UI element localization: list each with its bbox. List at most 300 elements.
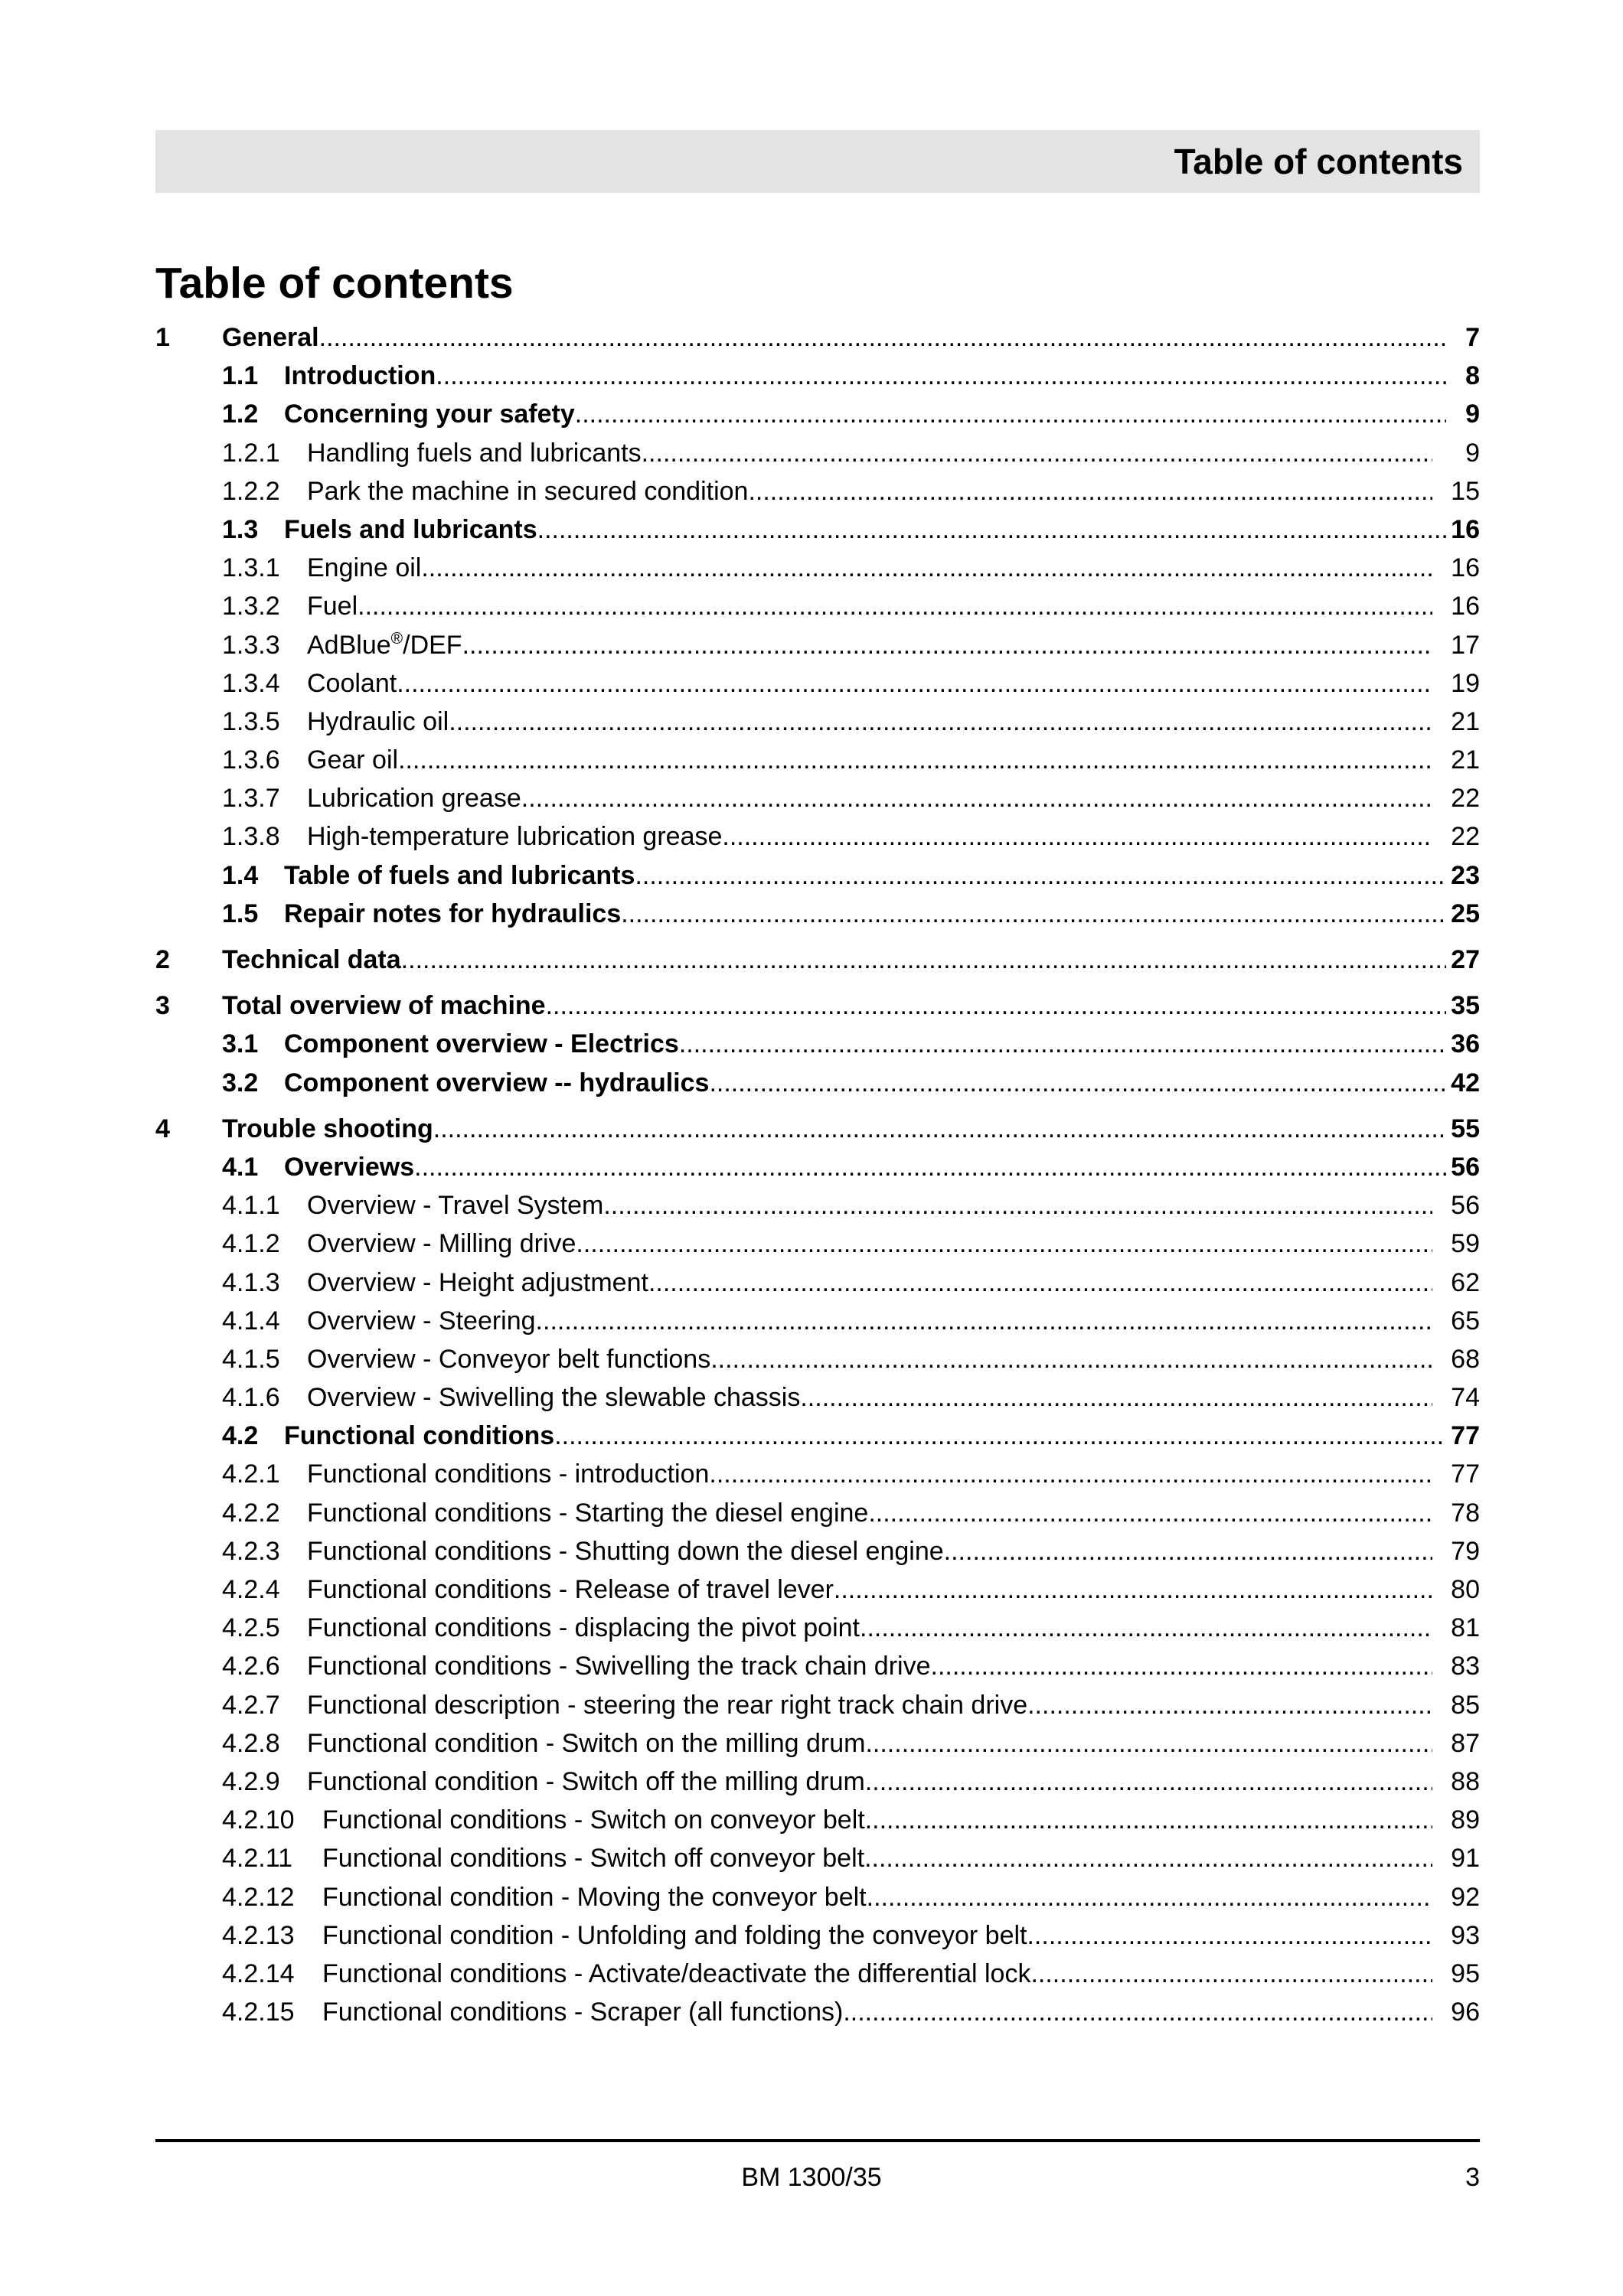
- toc-entry-page-number: 35: [1451, 991, 1480, 1021]
- toc-entry[interactable]: [155, 1455, 1480, 1493]
- toc-entry[interactable]: [155, 1878, 1480, 1916]
- toc-entry-title: [307, 1494, 868, 1532]
- toc-entry[interactable]: [155, 318, 1480, 357]
- toc-entry-title: [307, 1647, 931, 1685]
- toc-entry-page-number: 88: [1451, 1766, 1480, 1796]
- toc-entry-title: [322, 1801, 865, 1839]
- toc-entry-page-number: 77: [1451, 1421, 1480, 1451]
- toc-entry-page-number: 21: [1451, 706, 1480, 736]
- toc-entry-title: [307, 1225, 576, 1263]
- toc-entry-title: [307, 741, 398, 779]
- toc-entry-number: 1.3.5: [222, 706, 280, 736]
- footer-rule: [155, 2139, 1480, 2142]
- toc-dot-leader: [521, 779, 1432, 817]
- toc-entry[interactable]: [155, 664, 1480, 703]
- toc-entry-page-number: 89: [1451, 1805, 1480, 1835]
- toc-dot-leader: [603, 1186, 1432, 1225]
- toc-entry-title: [322, 1955, 1030, 1993]
- toc-entry-page-number: 79: [1451, 1536, 1480, 1566]
- toc-entry-title: [307, 1186, 603, 1225]
- toc-dot-leader: [576, 1225, 1432, 1263]
- toc-entry-title-line: [307, 1763, 1432, 1801]
- toc-entry-page-number: 56: [1451, 1191, 1480, 1221]
- toc-entry-page-number: 23: [1451, 860, 1480, 890]
- toc-entry-title-text: Fuels and lubricants: [284, 514, 537, 544]
- toc-dot-leader: [865, 1763, 1432, 1801]
- toc-entry-page-number: 16: [1451, 514, 1480, 544]
- toc-entry-title-line: [307, 1570, 1432, 1609]
- toc-entry[interactable]: [155, 1916, 1480, 1955]
- toc-entry-title-text: Hydraulic oil: [307, 706, 449, 736]
- toc-entry-title: [307, 434, 642, 472]
- toc-dot-leader: [800, 1378, 1432, 1417]
- toc-entry-title-text: Functional conditions - Scraper (all functions): [322, 1998, 844, 2027]
- toc-entry-number: 4.2.2: [222, 1498, 280, 1528]
- toc-dot-leader: [414, 1148, 1446, 1186]
- toc-dot-leader: [709, 1455, 1432, 1493]
- toc-entry[interactable]: [155, 987, 1480, 1025]
- toc-entry-page-number: 95: [1451, 1958, 1480, 1988]
- toc-entry-page-number: 42: [1451, 1068, 1480, 1097]
- toc-entry[interactable]: [155, 434, 1480, 472]
- toc-entry[interactable]: [155, 1225, 1480, 1263]
- toc-entry-page-number: 16: [1451, 592, 1480, 621]
- toc-entry-title-text: AdBlue: [307, 630, 391, 660]
- toc-entry[interactable]: [155, 1494, 1480, 1532]
- toc-entry-page-number: 27: [1451, 945, 1480, 974]
- toc-entry[interactable]: [155, 1801, 1480, 1839]
- toc-entry-number: 4.2.5: [222, 1613, 280, 1643]
- toc-entry[interactable]: [155, 626, 1480, 664]
- toc-entry-title-text: Functional conditions - Starting the diesel engine: [307, 1498, 869, 1528]
- toc-entry-number: 3.2: [222, 1068, 259, 1097]
- toc-entry-title: [307, 549, 421, 587]
- toc-dot-leader: [433, 1110, 1446, 1148]
- page-title: Table of contents: [155, 259, 514, 308]
- toc-entry-title-text: Functional condition - Moving the conveyor belt: [322, 1882, 867, 1912]
- toc-entry-title: [284, 1148, 414, 1186]
- toc-dot-leader: [319, 318, 1446, 357]
- toc-entry[interactable]: [155, 1417, 1480, 1455]
- toc-entry[interactable]: [155, 1148, 1480, 1186]
- toc-dot-leader: [834, 1570, 1432, 1609]
- toc-entry-title-line: [284, 510, 1446, 549]
- toc-entry-title: [307, 587, 358, 625]
- toc-entry-title: [307, 1570, 834, 1609]
- toc-dot-leader: [865, 1801, 1432, 1839]
- toc-entry-number: 4.2.3: [222, 1536, 280, 1566]
- toc-entry-title-text: Functional condition - Switch off the milling drum: [307, 1766, 865, 1796]
- toc-entry-title-text: Overview - Swivelling the slewable chassis: [307, 1383, 801, 1413]
- toc-dot-leader: [864, 1839, 1432, 1877]
- header-title: Table of contents: [1174, 142, 1463, 181]
- toc-entry-title-line: [284, 1148, 1446, 1186]
- toc-entry-number: 1.3.2: [222, 592, 280, 621]
- toc-entry-number: 4: [155, 1114, 170, 1143]
- toc-entry-number: 1.2: [222, 400, 259, 429]
- toc-dot-leader: [421, 549, 1432, 587]
- toc-dot-leader: [931, 1647, 1432, 1685]
- toc-entry-title: [284, 856, 635, 895]
- toc-entry-title-line: [307, 1686, 1432, 1724]
- toc-dot-leader: [449, 703, 1432, 741]
- toc-entry-title: [322, 1916, 1027, 1955]
- toc-entry-title: [222, 1110, 433, 1148]
- toc-entry-title: [307, 472, 748, 510]
- toc-entry-number: 4.1.1: [222, 1191, 280, 1221]
- toc-entry-title-text: Component overview - Electrics: [284, 1029, 679, 1059]
- toc-dot-leader: [679, 1025, 1446, 1063]
- toc-entry-title-text: Functional conditions - Swivelling the track chain drive: [307, 1652, 931, 1681]
- toc-entry-page-number: 21: [1451, 745, 1480, 775]
- toc-entry-title-text: Overview - Milling drive: [307, 1229, 576, 1259]
- toc-entry-title-text: Repair notes for hydraulics: [284, 899, 622, 928]
- toc-entry-title-line: [284, 1025, 1446, 1063]
- toc-entry-title: [307, 1532, 944, 1570]
- toc-dot-leader: [642, 434, 1432, 472]
- toc-dot-leader: [843, 1993, 1432, 2031]
- toc-entry[interactable]: [155, 1955, 1480, 1993]
- toc-entry-title-line: [307, 703, 1432, 741]
- toc-entry-title-line: [307, 1724, 1432, 1763]
- toc-entry-title: [307, 1455, 709, 1493]
- toc-entry[interactable]: [155, 1110, 1480, 1148]
- toc-entry-title: [307, 1302, 536, 1340]
- toc-entry-title: [322, 1839, 864, 1877]
- toc-entry-page-number: 74: [1451, 1383, 1480, 1413]
- toc-dot-leader: [868, 1494, 1432, 1532]
- toc-entry-title: [307, 1264, 648, 1302]
- toc-entry-title: [307, 779, 521, 817]
- toc-entry-title: [307, 1763, 865, 1801]
- toc-entry-page-number: 92: [1451, 1882, 1480, 1912]
- toc-entry-title: [284, 1025, 679, 1063]
- toc-entry-page-number: 56: [1451, 1152, 1480, 1182]
- footer-page-number: 3: [1465, 2163, 1480, 2192]
- toc-entry-title-line: [307, 434, 1432, 472]
- toc-dot-leader: [436, 357, 1446, 395]
- toc-entry-page-number: 59: [1451, 1229, 1480, 1259]
- toc-entry-title: [284, 1064, 709, 1102]
- toc-entry-title-line: [284, 1064, 1446, 1102]
- toc-entry-page-number: 65: [1451, 1306, 1480, 1336]
- toc-entry-number: 1.3.6: [222, 745, 280, 775]
- toc-dot-leader: [865, 1724, 1432, 1763]
- toc-entry-title-line: [284, 856, 1446, 895]
- toc-entry[interactable]: [155, 1302, 1480, 1340]
- toc-entry-title-text: Concerning your safety: [284, 400, 575, 429]
- toc-entry-title-line: [322, 1878, 1432, 1916]
- toc-entry-number: 1.3.7: [222, 784, 280, 814]
- toc-entry[interactable]: [155, 1025, 1480, 1063]
- toc-dot-leader: [1030, 1955, 1432, 1993]
- toc-entry-title: [284, 1417, 554, 1455]
- toc-entry-number: 1.3.8: [222, 822, 280, 852]
- toc-entry-title-line: [307, 1494, 1432, 1532]
- toc-entry-title-line: [307, 664, 1432, 703]
- toc-entry-title-line: [222, 318, 1446, 357]
- toc-entry-number: 1.1: [222, 361, 259, 391]
- toc-entry-title: [307, 1378, 800, 1417]
- toc-dot-leader: [397, 664, 1432, 703]
- toc-entry-number: 4.2.7: [222, 1690, 280, 1720]
- toc-entry-number: 4.2: [222, 1421, 259, 1451]
- toc-entry-title-text: Handling fuels and lubricants: [307, 438, 642, 468]
- toc-entry-title-line: [307, 1378, 1432, 1417]
- toc-entry-page-number: 17: [1451, 630, 1480, 660]
- toc-entry[interactable]: [155, 856, 1480, 895]
- toc-entry-number: 2: [155, 945, 170, 974]
- toc-entry[interactable]: [155, 1532, 1480, 1570]
- toc-entry-title-text: Coolant: [307, 668, 397, 698]
- toc-entry-title-text: Functional conditions - Switch off conveyor belt: [322, 1844, 865, 1874]
- toc-entry-number: 4.2.13: [222, 1920, 295, 1950]
- toc-entry-title-line: [307, 549, 1432, 587]
- toc-entry-page-number: 96: [1451, 1998, 1480, 2027]
- toc-entry-page-number: 91: [1451, 1844, 1480, 1874]
- toc-dot-leader: [358, 587, 1432, 625]
- toc-entry-title-line: [322, 1839, 1432, 1877]
- toc-entry-title-text: Table of fuels and lubricants: [284, 860, 635, 890]
- toc-entry-page-number: 19: [1451, 668, 1480, 698]
- toc-entry-title-line: [322, 1801, 1432, 1839]
- toc-entry[interactable]: [155, 1647, 1480, 1685]
- toc-entry-title-line: [284, 395, 1446, 433]
- toc-dot-leader: [575, 395, 1446, 433]
- toc-entry[interactable]: [155, 510, 1480, 549]
- toc-entry-number: 4.2.9: [222, 1766, 280, 1796]
- toc-entry-page-number: 77: [1451, 1459, 1480, 1489]
- toc-entry-number: 4.2.6: [222, 1652, 280, 1681]
- toc-entry[interactable]: [155, 779, 1480, 817]
- table-of-contents: [155, 318, 1480, 2031]
- toc-entry-title-text: Lubrication grease: [307, 784, 521, 814]
- toc-entry-title-text: Park the machine in secured condition: [307, 476, 749, 506]
- page-header-bar: [155, 130, 1480, 193]
- toc-dot-leader: [1027, 1686, 1432, 1724]
- toc-entry[interactable]: [155, 472, 1480, 510]
- toc-entry-number: 3: [155, 991, 170, 1021]
- toc-entry-number: 1.3: [222, 514, 259, 544]
- toc-entry-number: 4.1.2: [222, 1229, 280, 1259]
- toc-entry-title-line: [284, 895, 1446, 933]
- toc-entry-title-line: [307, 1340, 1432, 1378]
- toc-entry-title-text: Functional conditions - Shutting down the diesel engine: [307, 1536, 944, 1566]
- toc-entry-title: [307, 664, 397, 703]
- toc-entry[interactable]: [155, 1839, 1480, 1877]
- toc-dot-leader: [635, 856, 1446, 895]
- toc-entry-title-line: [307, 1532, 1432, 1570]
- toc-entry-number: 1.3.1: [222, 553, 280, 583]
- toc-entry-page-number: 78: [1451, 1498, 1480, 1528]
- toc-dot-leader: [401, 941, 1446, 979]
- toc-entry[interactable]: [155, 1064, 1480, 1102]
- toc-entry-number: 1: [155, 323, 170, 352]
- toc-entry-number: 4.2.10: [222, 1805, 295, 1835]
- toc-entry-title: [307, 817, 722, 856]
- toc-entry-page-number: 16: [1451, 553, 1480, 583]
- toc-entry[interactable]: [155, 357, 1480, 395]
- registered-trademark-mark: ®: [390, 629, 403, 647]
- toc-entry-title: [322, 1878, 867, 1916]
- toc-entry-title: [222, 987, 546, 1025]
- toc-entry-title: [322, 1993, 843, 2031]
- toc-dot-leader: [709, 1064, 1446, 1102]
- toc-entry-page-number: 80: [1451, 1575, 1480, 1604]
- toc-entry-page-number: 9: [1465, 400, 1480, 429]
- toc-entry[interactable]: [155, 549, 1480, 587]
- toc-dot-leader: [710, 1340, 1432, 1378]
- toc-entry-page-number: 55: [1451, 1114, 1480, 1143]
- toc-entry[interactable]: [155, 741, 1480, 779]
- toc-entry-title-line: [222, 1110, 1446, 1148]
- toc-entry-title-text: Functional conditions - Release of travel lever: [307, 1575, 834, 1604]
- footer-document-id: BM 1300/35: [741, 2163, 882, 2192]
- toc-entry-title-line: [322, 1993, 1432, 2031]
- toc-entry-title-text: Engine oil: [307, 553, 422, 583]
- toc-entry-title: [222, 941, 401, 979]
- toc-entry-title-line: [322, 1916, 1432, 1955]
- toc-entry-number: 4.1: [222, 1152, 259, 1182]
- toc-dot-leader: [648, 1264, 1432, 1302]
- toc-dot-leader: [554, 1417, 1446, 1455]
- toc-entry-title-line: [322, 1955, 1432, 1993]
- toc-entry[interactable]: [155, 1570, 1480, 1609]
- toc-entry-number: 4.2.15: [222, 1998, 295, 2027]
- toc-entry-page-number: 22: [1451, 784, 1480, 814]
- toc-entry[interactable]: [155, 587, 1480, 625]
- toc-entry[interactable]: [155, 1686, 1480, 1724]
- toc-entry-number: 4.2.4: [222, 1575, 280, 1604]
- toc-entry-page-number: 85: [1451, 1690, 1480, 1720]
- toc-entry-title-text: Overviews: [284, 1152, 415, 1182]
- toc-entry-number: 4.2.8: [222, 1728, 280, 1758]
- toc-entry-title-text: Gear oil: [307, 745, 399, 775]
- toc-entry-title-line: [222, 987, 1446, 1025]
- toc-entry-title-line: [307, 779, 1432, 817]
- toc-entry-title-text: Functional conditions - Activate/deactivate the differential lock: [322, 1958, 1031, 1988]
- toc-entry-title: [307, 1609, 860, 1647]
- toc-entry-page-number: 68: [1451, 1344, 1480, 1374]
- toc-entry-number: 4.1.4: [222, 1306, 280, 1336]
- toc-entry-title-text: Functional conditions: [284, 1421, 555, 1451]
- toc-entry-page-number: 36: [1451, 1029, 1480, 1059]
- toc-entry-page-number: 22: [1451, 822, 1480, 852]
- toc-entry-page-number: 81: [1451, 1613, 1480, 1643]
- toc-entry-title-line: [307, 1647, 1432, 1685]
- toc-entry[interactable]: [155, 1993, 1480, 2031]
- toc-dot-leader: [546, 987, 1446, 1025]
- toc-entry[interactable]: [155, 1340, 1480, 1378]
- toc-entry-title-text: Functional conditions - introduction: [307, 1459, 710, 1489]
- toc-dot-leader: [1027, 1916, 1432, 1955]
- toc-entry-title-line: [307, 1455, 1432, 1493]
- toc-entry-number: 1.5: [222, 899, 259, 928]
- toc-entry-page-number: 8: [1465, 361, 1480, 391]
- toc-dot-leader: [537, 510, 1446, 549]
- toc-entry-title-line: [284, 1417, 1446, 1455]
- toc-entry-title-line: [222, 941, 1446, 979]
- toc-entry-number: 4.2.1: [222, 1459, 280, 1489]
- toc-entry-title: [284, 510, 537, 549]
- toc-entry-title-text: Functional description - steering the rear right track chain drive: [307, 1690, 1028, 1720]
- toc-entry-title-text: Fuel: [307, 592, 358, 621]
- toc-entry-title: [284, 357, 436, 395]
- toc-entry-title-line: [284, 357, 1446, 395]
- toc-entry[interactable]: [155, 703, 1480, 741]
- toc-entry[interactable]: [155, 395, 1480, 433]
- toc-entry[interactable]: [155, 1724, 1480, 1763]
- toc-entry-title-text: Introduction: [284, 361, 436, 391]
- toc-entry-page-number: 87: [1451, 1728, 1480, 1758]
- toc-entry[interactable]: [155, 1264, 1480, 1302]
- toc-entry[interactable]: [155, 1763, 1480, 1801]
- toc-entry-title: [307, 1340, 710, 1378]
- toc-entry-title-text: Overview - Steering: [307, 1306, 536, 1336]
- toc-entry-title-text: General: [222, 323, 319, 352]
- toc-entry-title-line: [307, 587, 1432, 625]
- toc-entry-title: [284, 395, 575, 433]
- toc-entry-title-suffix: /DEF: [403, 630, 462, 660]
- toc-entry-page-number: 9: [1465, 438, 1480, 468]
- toc-entry-title-text: Functional conditions - displacing the pivot point: [307, 1613, 860, 1643]
- toc-dot-leader: [860, 1609, 1432, 1647]
- toc-entry-page-number: 83: [1451, 1652, 1480, 1681]
- toc-dot-leader: [722, 817, 1432, 856]
- toc-entry-title-text: Overview - Height adjustment: [307, 1267, 648, 1297]
- toc-entry-number: 1.2.2: [222, 476, 280, 506]
- toc-entry-number: 4.2.11: [222, 1844, 293, 1874]
- toc-entry-title: [284, 895, 621, 933]
- toc-entry-title-text: High-temperature lubrication grease: [307, 822, 723, 852]
- toc-entry-title-line: [307, 741, 1432, 779]
- toc-entry-number: 3.1: [222, 1029, 259, 1059]
- toc-entry-title-line: [307, 1302, 1432, 1340]
- toc-dot-leader: [398, 741, 1432, 779]
- toc-entry-title-line: [307, 1264, 1432, 1302]
- toc-entry[interactable]: [155, 817, 1480, 856]
- toc-entry-number: 1.2.1: [222, 438, 280, 468]
- toc-entry-title: [307, 626, 462, 664]
- toc-entry-page-number: 15: [1451, 476, 1480, 506]
- toc-dot-leader: [748, 472, 1432, 510]
- toc-entry[interactable]: [155, 895, 1480, 933]
- toc-dot-leader: [462, 626, 1432, 664]
- toc-entry[interactable]: [155, 941, 1480, 979]
- toc-entry-title-text: Functional conditions - Switch on conveyor belt: [322, 1805, 865, 1835]
- toc-entry-number: 1.4: [222, 860, 259, 890]
- toc-entry-title-line: [307, 1609, 1432, 1647]
- toc-entry-title-text: Overview - Travel System: [307, 1191, 604, 1221]
- toc-entry-title-text: Overview - Conveyor belt functions: [307, 1344, 711, 1374]
- toc-entry[interactable]: [155, 1609, 1480, 1647]
- toc-entry-page-number: 25: [1451, 899, 1480, 928]
- toc-entry[interactable]: [155, 1378, 1480, 1417]
- toc-entry-page-number: 93: [1451, 1920, 1480, 1950]
- toc-entry-number: 1.3.3: [222, 630, 280, 660]
- toc-entry-number: 4.2.12: [222, 1882, 295, 1912]
- toc-entry-title-text: Component overview -- hydraulics: [284, 1068, 710, 1097]
- toc-entry-title-text: Total overview of machine: [222, 991, 546, 1021]
- toc-entry[interactable]: [155, 1186, 1480, 1225]
- toc-entry-number: 4.2.14: [222, 1958, 295, 1988]
- toc-entry-page-number: 62: [1451, 1267, 1480, 1297]
- toc-dot-leader: [867, 1878, 1432, 1916]
- toc-entry-title-text: Functional condition - Switch on the milling drum: [307, 1728, 866, 1758]
- toc-dot-leader: [621, 895, 1446, 933]
- toc-entry-title: [307, 703, 449, 741]
- toc-dot-leader: [536, 1302, 1432, 1340]
